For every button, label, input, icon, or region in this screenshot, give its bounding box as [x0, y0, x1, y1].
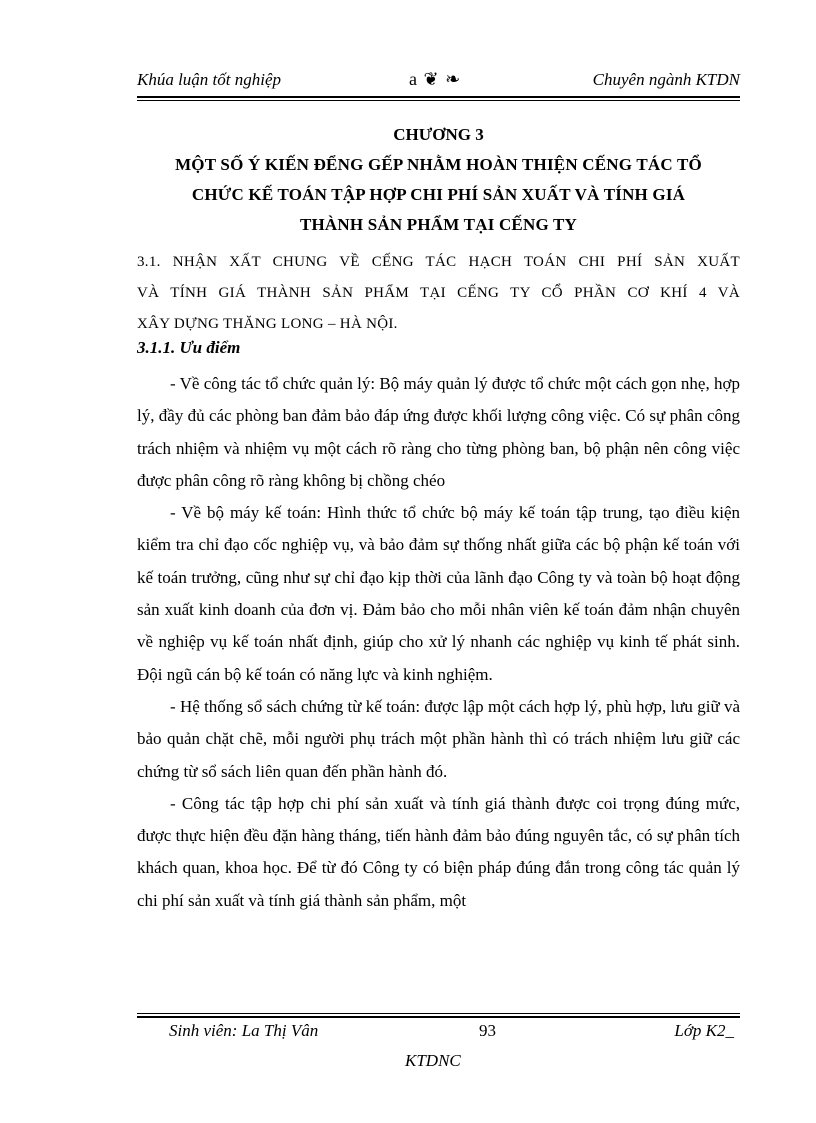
header-ornament: a ❦ ❧: [409, 69, 462, 89]
paragraph: - Về công tác tổ chức quản lý: Bộ máy quản lý được tổ chức một cách gọn nhẹ, hợp lý, đầy đủ các phòng ban đảm bảo đáp ứng được khối lượng công việc. Có sự phân công trách nhiệm và nhiệm vụ một cách rõ ràng cho từng phòng ban, bộ phận nên công việc được phân công rõ ràng không bị chồng chéo: [137, 374, 740, 490]
chapter-title-line: CHỨC KẾ TOÁN TẬP HỢP CHI PHÍ SẢN XUẤT VÀ TÍNH GIÁ: [191, 185, 686, 204]
header-rule: [137, 96, 740, 98]
section-heading: [137, 247, 740, 340]
paragraph: - Hệ thống sổ sách chứng từ kế toán: được lập một cách hợp lý, phù hợp, lưu giữ và bảo quản chặt chẽ, mỗi người phụ trách một phần hành thì có trách nhiệm lưu giữ các chứng từ sổ sách liên quan đến phần hành đó.: [137, 696, 740, 781]
chapter-heading: [137, 120, 740, 240]
section-heading-line: 3.1. NHẬN XẤT CHUNG VỀ CẾNG TÁC HẠCH TOÁN CHI PHÍ SẢN XUẤT: [137, 254, 740, 270]
section-heading-line: VÀ TÍNH GIÁ THÀNH SẢN PHẨM TẠI CẾNG TY CỔ PHẦN CƠ KHÍ 4 VÀ: [137, 285, 740, 301]
page-number: 93: [479, 1021, 496, 1040]
footer-student-name: Sinh viên: La Thị Vân: [169, 1021, 319, 1040]
header-right-text: Chuyên ngành KTDN: [592, 70, 740, 89]
chapter-number: CHƯƠNG 3: [393, 125, 484, 144]
chapter-title-line: THÀNH SẢN PHẨM TẠI CẾNG TY: [299, 215, 578, 234]
header-left-text: Khúa luận tốt nghiệp: [137, 70, 282, 89]
body-text: [137, 368, 740, 917]
footer-rule: [137, 1016, 740, 1018]
footer-rule-thin: [137, 1013, 740, 1014]
chapter-title-line: MỘT SỐ Ý KIẾN ĐỂNG GẾP NHẰM HOÀN THIỆN CẾNG TÁC TỔ: [175, 155, 702, 174]
section-heading-line: XÂY DỰNG THĂNG LONG – HÀ NỘI.: [137, 316, 398, 332]
header-rule-thin: [137, 100, 740, 101]
paragraph: - Công tác tập hợp chi phí sản xuất và tính giá thành được coi trọng đúng mức, được thực hiện đều đặn hàng tháng, tiến hành đảm bảo đúng nguyên tắc, có sự phân tích khách quan, khoa học. Để từ đó Công ty có biện pháp đúng đắn trong công tác quản lý chi phí sản xuất và tính giá thành sản phẩm, một: [137, 793, 740, 910]
paragraph: - Về bộ máy kế toán: Hình thức tổ chức bộ máy kế toán tập trung, tạo điều kiện kiểm tra chỉ đạo cốc nghiệp vụ, và bảo đảm sự thống nhất giữa các bộ phận kế toán với kế toán trưởng, cũng như sự chỉ đạo kịp thời của lãnh đạo Công ty và toàn bộ hoạt động sản xuất kinh doanh của đơn vị. Đảm bảo cho mỗi nhân viên kế toán đảm nhận chuyên về nghiệp vụ kế toán nhất định, giúp cho xử lý nhanh các nghiệp vụ kinh tế phát sinh. Đội ngũ cán bộ kế toán có năng lực và kinh nghiệm.: [137, 503, 740, 684]
footer-class: Lớp K2_: [674, 1021, 734, 1040]
subsection-heading: 3.1.1. Ưu điểm: [137, 338, 241, 357]
footer-class-continued: KTDNC: [405, 1051, 461, 1070]
page-header: [137, 62, 740, 98]
